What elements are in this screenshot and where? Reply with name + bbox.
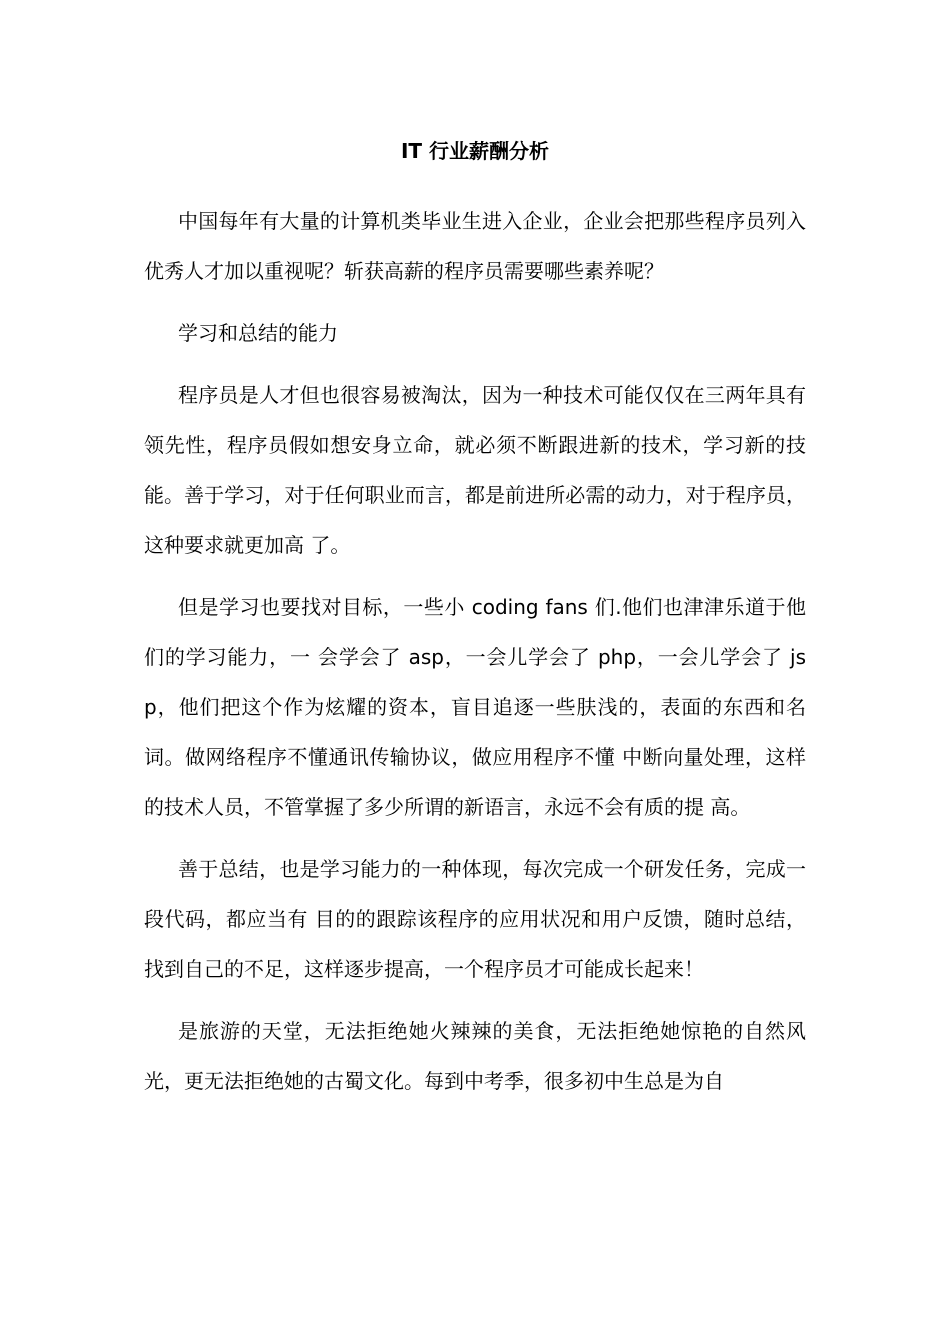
paragraph-intro: 中国每年有大量的计算机类毕业生进入企业，企业会把那些程序员列入优秀人才加以重视呢？斩获高薪的程序员需要哪些素养呢？ [144, 209, 806, 283]
paragraph-summarizing: 善于总结，也是学习能力的一种体现，每次完成一个研发任务，完成一段代码，都应当有 目的的跟踪该程序的应用状况和用户反馈，随时总结，找到自己的不足，这样逐步提高，一个程序员才可能成长起来！ [144, 857, 806, 981]
paragraph-heading-learning: 学习和总结的能力 [178, 321, 338, 345]
document-title: IT 行业薪酬分析 [400, 139, 550, 163]
paragraph-learning: 程序员是人才但也很容易被淘汰，因为一种技术可能仅仅在三两年具有领先性，程序员假如想安身立命，就必须不断跟进新的技术，学习新的技能。善于学习，对于任何职业而言，都是前进所必需的动力，对于程序员，这种要求就更加高 了。 [144, 383, 806, 557]
paragraph-travel: 是旅游的天堂，无法拒绝她火辣辣的美食，无法拒绝她惊艳的自然风光，更无法拒绝她的古蜀文化。每到中考季，很多初中生总是为自 [144, 1019, 806, 1093]
paragraph-learning-goals: 但是学习也要找对目标，一些小 coding fans 们.他们也津津乐道于他们的学习能力，一 会学会了 asp，一会儿学会了 php，一会儿学会了 jsp，他们把这个作为炫耀的资本，盲目追逐一些肤浅的，表面的东西和名词。做网络程序不懂通讯传输协议，做应用程序不懂 中断向量处理，这样的技术人员，不管掌握了多少所谓的新语言，永远不会有质的提 高。 [144, 595, 806, 819]
document-body [144, 196, 806, 1118]
